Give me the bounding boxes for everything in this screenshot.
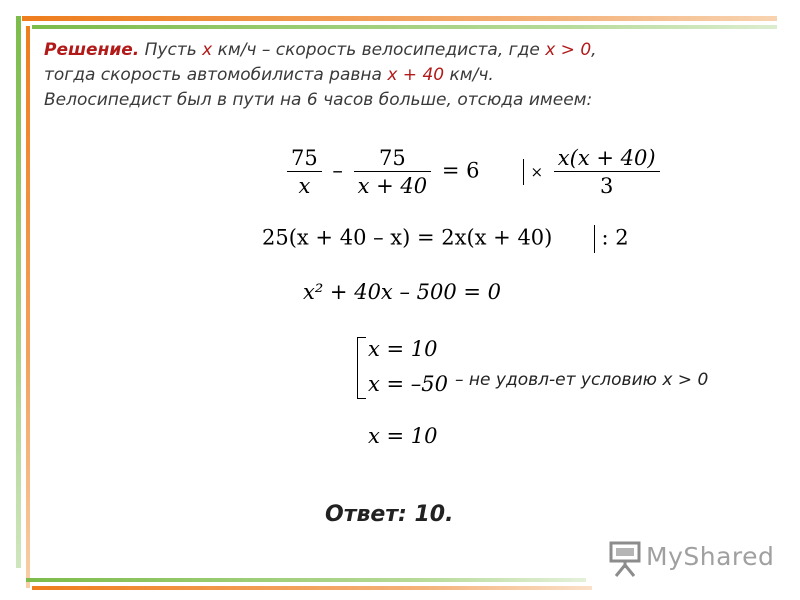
logo-text: MyShared xyxy=(646,542,775,571)
operation-bar xyxy=(523,159,524,185)
bottom-green-bar xyxy=(26,578,586,582)
root-1: x = 10 xyxy=(368,337,438,361)
left-green-bar xyxy=(16,16,21,568)
bottom-orange-bar xyxy=(32,586,592,590)
equation-2: 25(x + 40 – x) = 2x(x + 40) : 2 xyxy=(262,225,629,253)
equation-1: $\frac{75}{x}$ – $\frac{75}{x + 40}$ = 6 × $\frac{x(x + 40)}{3}$ xyxy=(283,146,664,198)
root-2: x = –50 xyxy=(368,372,449,396)
presentation-board-icon xyxy=(608,538,642,578)
fraction-75-over-x: $\frac{75}{x}$ xyxy=(287,146,322,198)
top-green-bar xyxy=(32,25,777,29)
answer: Ответ: 10. xyxy=(325,502,454,527)
root-2-note: – не удовл-ет условию x > 0 xyxy=(455,370,709,390)
top-orange-bar xyxy=(22,16,777,21)
solution-line-3: Велосипедист был в пути на 6 часов больше, отсюда имеем: xyxy=(44,90,593,110)
myshared-logo xyxy=(608,538,775,578)
operation-bar xyxy=(594,225,595,253)
equation-3: x² + 40x – 500 = 0 xyxy=(303,280,502,304)
fraction-75-over-x-plus-40: $\frac{75}{x + 40}$ xyxy=(354,146,432,198)
solution-line-1: Решение. Пусть x км/ч – скорость велосипедиста, где x > 0, xyxy=(44,40,597,60)
solution-text xyxy=(44,38,779,113)
fraction-multiplier: $\frac{x(x + 40)}{3}$ xyxy=(554,146,660,198)
roots-bracket xyxy=(357,337,366,399)
solution-heading: Решение. xyxy=(44,40,140,60)
left-orange-bar xyxy=(26,26,30,588)
final-root: x = 10 xyxy=(368,424,438,448)
solution-line-2: тогда скорость автомобилиста равна x + 40 км/ч. xyxy=(44,65,494,85)
